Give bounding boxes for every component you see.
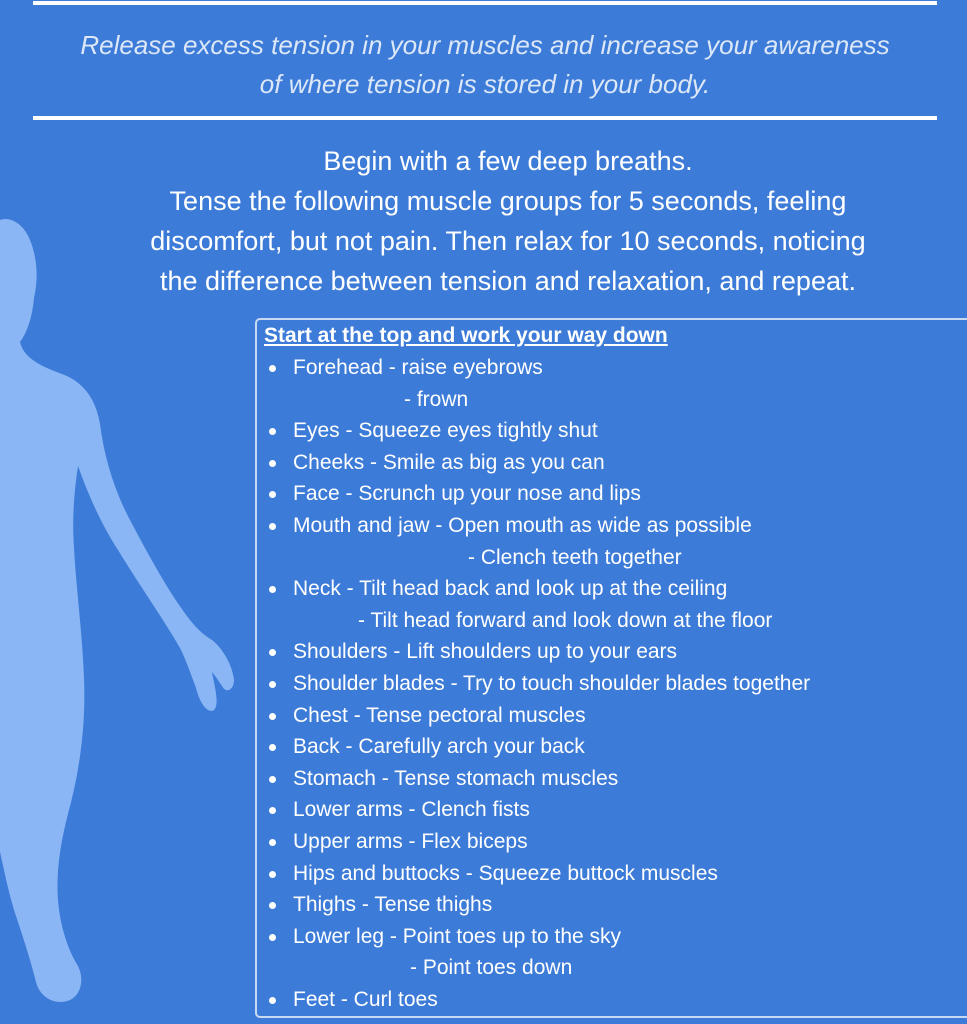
- list-item: Thighs - Tense thighs: [268, 889, 810, 921]
- subtitle-line-1: Release excess tension in your muscles and increase your awareness: [80, 30, 890, 60]
- list-item-continuation: - frown: [404, 387, 469, 411]
- list-item: Shoulder blades - Try to touch shoulder blades together: [268, 668, 810, 700]
- panel-title: Start at the top and work your way down: [264, 324, 668, 347]
- middle-divider: [33, 116, 937, 120]
- list-item: Feet - Curl toes: [268, 984, 810, 1016]
- subtitle-line-2: of where tension is stored in your body.: [259, 69, 711, 99]
- list-item: Shoulders - Lift shoulders up to your ears: [268, 636, 810, 668]
- list-item: Stomach - Tense stomach muscles: [268, 763, 810, 795]
- intro-line-4: the difference between tension and relaxation, and repeat.: [159, 266, 856, 296]
- list-item: Hips and buttocks - Squeeze buttock muscles: [268, 858, 810, 890]
- list-item: Lower arms - Clench fists: [268, 794, 810, 826]
- list-item: Forehead - raise eyebrows: [268, 352, 810, 384]
- intro-line-2: Tense the following muscle groups for 5 seconds, feeling: [169, 186, 847, 216]
- list-item: Mouth and jaw - Open mouth as wide as possible: [268, 510, 810, 542]
- list-item: Lower leg - Point toes up to the sky: [268, 921, 810, 953]
- human-body-silhouette-icon: [0, 210, 240, 1024]
- list-item-continuation: - Tilt head forward and look down at the floor: [358, 608, 773, 632]
- list-item: Eyes - Squeeze eyes tightly shut: [268, 415, 810, 447]
- list-item: Cheeks - Smile as big as you can: [268, 447, 810, 479]
- muscle-groups-list: [268, 352, 810, 1015]
- top-divider: [33, 1, 937, 5]
- subtitle: [30, 26, 940, 104]
- list-item: Upper arms - Flex biceps: [268, 826, 810, 858]
- list-item: Neck - Tilt head back and look up at the ceiling: [268, 573, 810, 605]
- list-item: Back - Carefully arch your back: [268, 731, 810, 763]
- list-item: Face - Scrunch up your nose and lips: [268, 478, 810, 510]
- intro-line-1: Begin with a few deep breaths.: [323, 146, 693, 176]
- list-item-continuation: - Clench teeth together: [468, 545, 682, 569]
- list-item: Chest - Tense pectoral muscles: [268, 700, 810, 732]
- list-item-continuation: - Point toes down: [410, 956, 573, 980]
- intro-line-3: discomfort, but not pain. Then relax for 10 seconds, noticing: [150, 226, 866, 256]
